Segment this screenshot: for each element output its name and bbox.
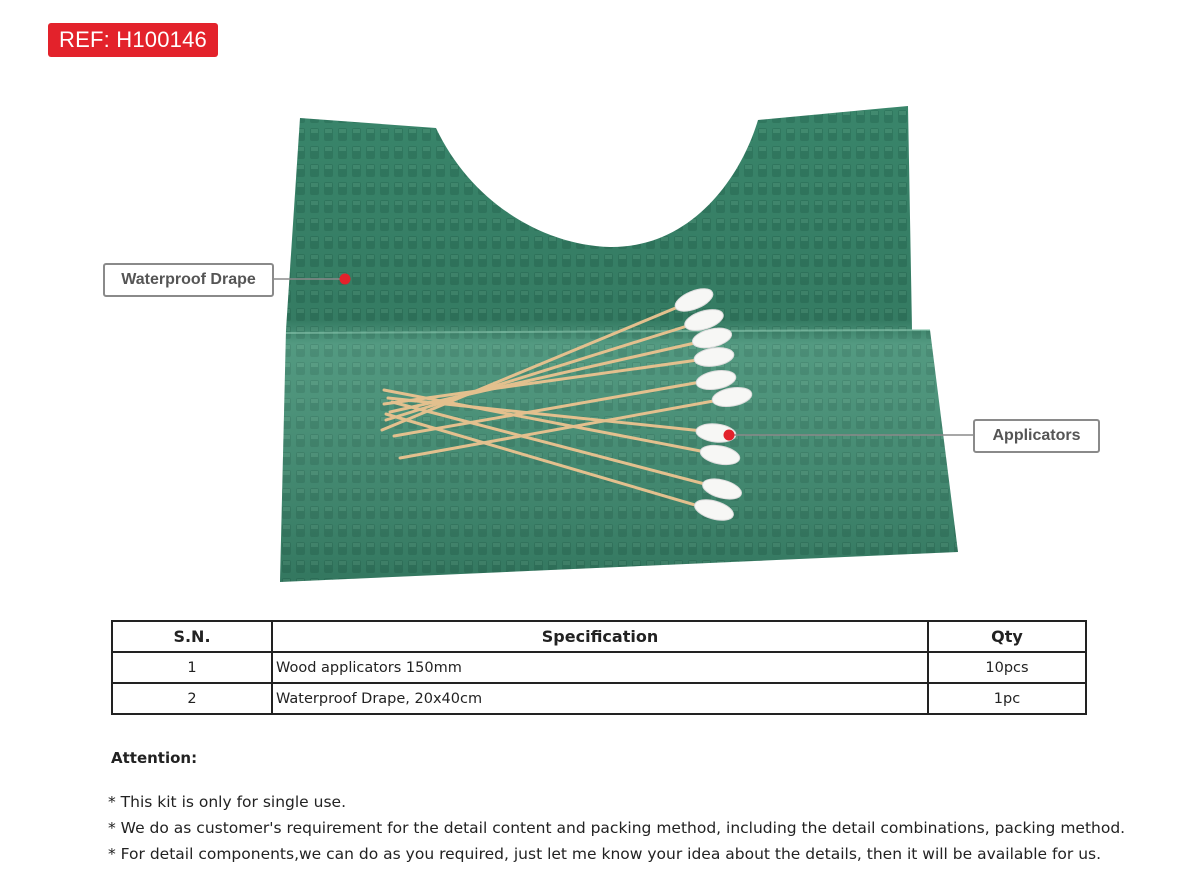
cell-qty: 10pcs [928,652,1086,683]
note-item: * This kit is only for single use. [108,793,347,811]
drape-marker [340,274,351,285]
attention-notes [108,790,1125,868]
note-item: * For detail components,we can do as you required, just let me know your idea about the details, then it will be available for us. [108,845,1102,863]
applicators-marker [724,430,735,441]
product-image [0,95,1200,595]
drape-shape [280,106,958,582]
header-specification: Specification [272,621,928,652]
cell-sn: 2 [112,683,272,714]
cell-specification: Waterproof Drape, 20x40cm [272,683,928,714]
attention-title: Attention: [111,749,198,767]
note-item: * We do as customer's requirement for the detail content and packing method, including the detail combinations, packing method. [108,819,1126,837]
cell-qty: 1pc [928,683,1086,714]
drape-callout-label: Waterproof Drape [103,263,274,297]
table-row [112,683,1086,714]
cell-sn: 1 [112,652,272,683]
table-row [112,652,1086,683]
table-header-row [112,621,1086,652]
spec-table [111,620,1087,715]
ref-badge: REF: H100146 [48,23,218,57]
header-qty: Qty [928,621,1086,652]
applicators-callout-label: Applicators [973,419,1100,453]
header-sn: S.N. [112,621,272,652]
cell-specification: Wood applicators 150mm [272,652,928,683]
